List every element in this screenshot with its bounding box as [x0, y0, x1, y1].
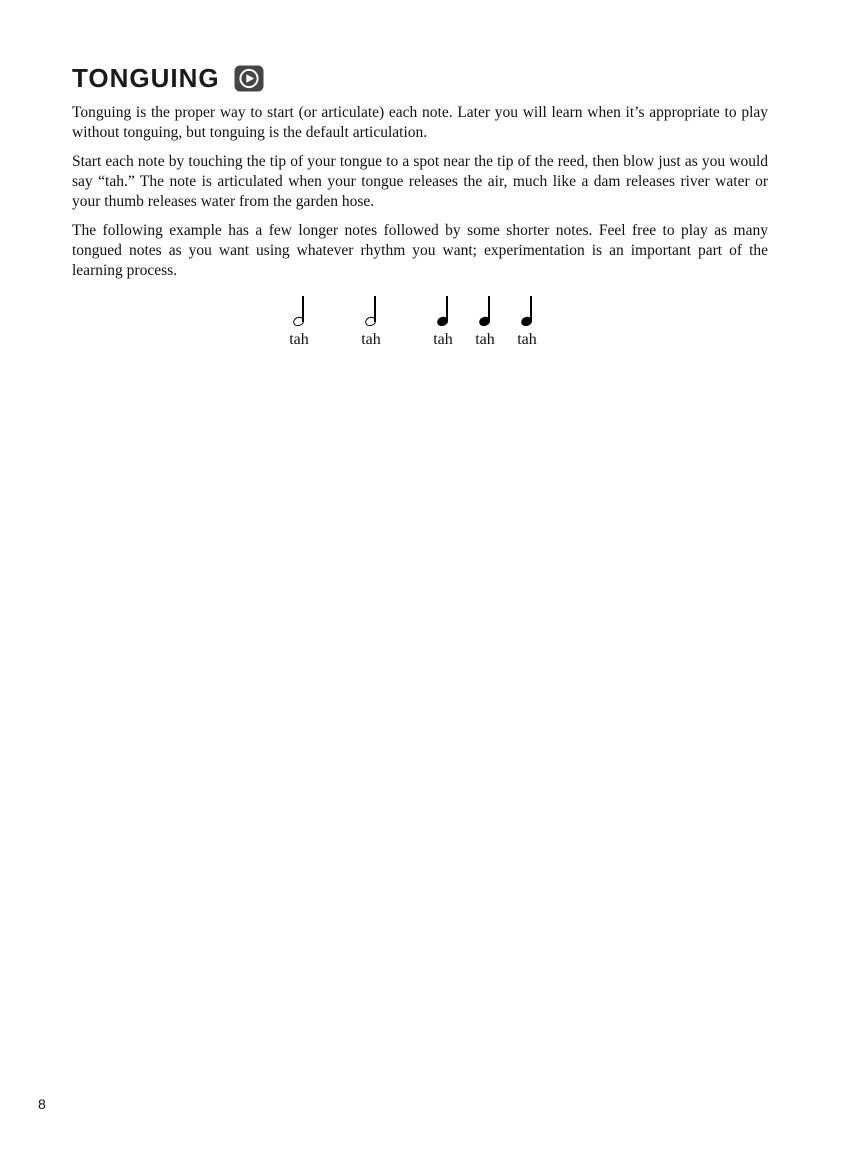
half-note-icon [293, 295, 306, 326]
note-syllable: tah [433, 330, 453, 348]
quarter-note-icon [479, 295, 492, 326]
note-notehead [363, 315, 376, 327]
video-play-icon[interactable] [234, 65, 264, 92]
note-syllable: tah [475, 330, 495, 348]
note-column [506, 295, 548, 349]
half-note-icon [365, 295, 378, 326]
note-notehead [291, 315, 304, 327]
note-column [464, 295, 506, 349]
note-column [422, 295, 464, 349]
quarter-note-icon [437, 295, 450, 326]
page-content [0, 0, 864, 349]
note-notehead [519, 315, 532, 327]
page-number: 8 [38, 1096, 46, 1112]
note-notehead [435, 315, 448, 327]
body-paragraph: Start each note by touching the tip of your tongue to a spot near the tip of the reed, then blow just as you would say “tah.” The note is articulated when your tongue releases the air, much like a dam releases river water or your thumb releases water from the garden hose. [72, 152, 768, 210]
section-header [72, 64, 768, 93]
note-syllable: tah [289, 330, 309, 348]
note-syllable: tah [517, 330, 537, 348]
note-syllable: tah [361, 330, 381, 348]
section-title: TONGUING [72, 63, 220, 93]
note-column [350, 295, 392, 349]
quarter-note-icon [521, 295, 534, 326]
note-notehead [477, 315, 490, 327]
body-paragraph: Tonguing is the proper way to start (or articulate) each note. Later you will learn when it’s appropriate to play without tonguing, but tonguing is the default articulation. [72, 103, 768, 141]
music-example [278, 295, 768, 349]
body-paragraph: The following example has a few longer notes followed by some shorter notes. Feel free to play as many tongued notes as you want using whatever rhythm you want; experimentation is an important part of the learning process. [72, 221, 768, 279]
note-column [278, 295, 320, 349]
